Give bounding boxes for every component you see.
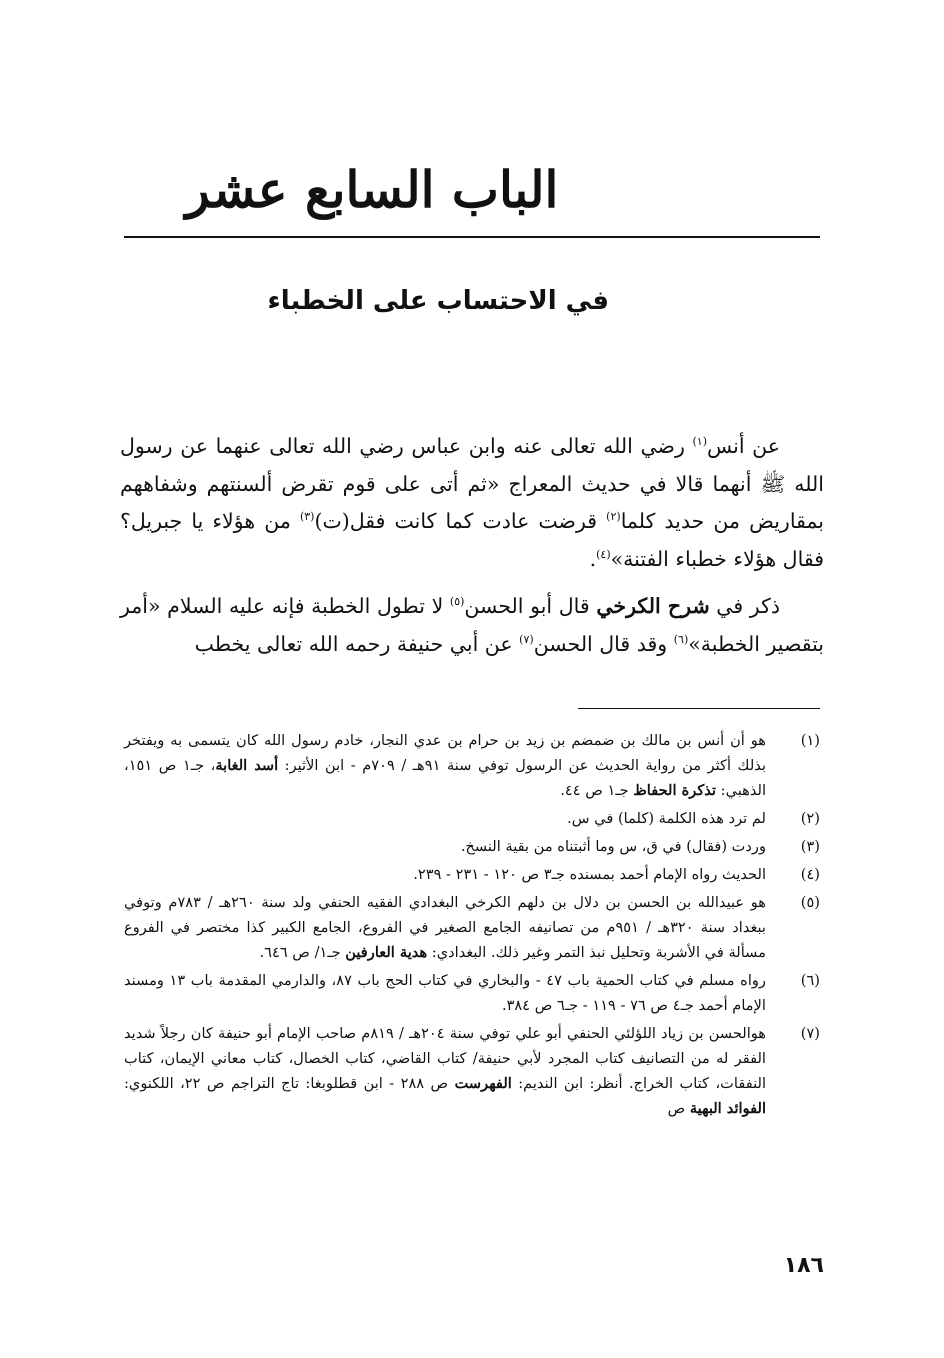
page-number: ١٨٦: [783, 1253, 824, 1278]
footnote-text: [124, 728, 766, 803]
footnote-7-text-c: ص: [667, 1100, 690, 1117]
main-text: [120, 428, 824, 663]
footnote-ref-3: (٣): [299, 510, 315, 524]
footnote-number: (٢): [800, 810, 820, 827]
footnote-text: [124, 1021, 766, 1121]
paragraph-2-text-d: وقد قال الحسن: [533, 631, 674, 656]
paragraph-1-text-c: قرضت عادت كما كانت فقل(ت): [314, 509, 607, 533]
footnote-ref-6: (٦): [673, 632, 689, 646]
footnote-5-source-a: هدية العارفين: [345, 944, 428, 961]
footnote-ref-5: (٥): [449, 595, 465, 609]
footnote-number: (٣): [800, 838, 820, 855]
chapter-subtitle: في الاحتساب على الخطباء: [267, 286, 609, 316]
paragraph-2-text-a: ذكر في: [709, 594, 780, 618]
chapter-title: الباب السابع عشر: [185, 160, 559, 219]
footnote-1-text-c: جـ١ ص ٤٤.: [560, 782, 634, 799]
footnote-number: (٦): [800, 972, 820, 989]
footnote-1-source-b: تذكرة الحفاظ: [633, 782, 717, 799]
footnote-divider: [578, 708, 820, 709]
footnote-number: (٤): [800, 866, 820, 883]
footnote-text: رواه مسلم في كتاب الحمية باب ٤٧ - والبخاري في كتاب الحج باب ٨٧، والدارمي المقدمة باب ١٣ ومسند الإمام أحمد جـ٤ ص ٧٦ - ١١٩ - جـ٦ ص ٣٨٤.: [124, 972, 766, 1014]
footnote-number: (١): [800, 732, 820, 749]
footnote-ref-4: (٤): [596, 547, 611, 561]
footnote-1-source-a: أسد الغابة: [215, 757, 279, 774]
footnote-6: [124, 968, 824, 1018]
footnote-ref-2: (٢): [606, 510, 621, 524]
footnote-1-text-a: هو أن أنس بن مالك بن ضمضم بن زيد بن حرام بن عدي النجار، خادم رسول الله كان يتسمى به ويفتخر بذلك أكثر من رواية الحديث عن الرسول توفي سنة ٩١هـ / ٧٠٩م - ابن الأثير:: [124, 732, 767, 774]
footnote-2: [124, 806, 824, 831]
footnote-ref-1: (١): [692, 435, 707, 449]
footnote-5-text-b: جـ١/ ص ٦٤٦.: [259, 944, 346, 961]
paragraph-1-text-a: عن أنس: [707, 434, 781, 458]
footnote-ref-7: (٧): [519, 632, 534, 646]
paragraph-2: [120, 588, 824, 663]
paragraph-1: [120, 428, 824, 578]
paragraph-1-text-e: .: [589, 546, 597, 571]
paragraph-1-text-d: من هؤلاء يا جبريل؟ فقال هؤلاء خطباء الفتنة»: [120, 509, 824, 571]
title-divider: [124, 236, 820, 238]
footnote-7-source-b: الفوائد البهية: [689, 1100, 766, 1117]
footnote-5: [124, 890, 824, 965]
footnote-text: لم ترد هذه الكلمة (كلما) في س.: [567, 810, 766, 827]
footnote-text: الحديث رواه الإمام أحمد بمسنده جـ٣ ص ١٢٠ - ٢٣١ - ٢٣٩.: [413, 866, 766, 883]
footnote-text: وردت (فقال) في ق، س وما أثبتناه من بقية النسخ.: [460, 838, 766, 855]
footnote-5-text-a: هو عبيدالله بن الحسن بن دلال بن دلهم الكرخي البغدادي الفقيه الحنفي ولد سنة ٢٦٠هـ / ٧٨٣م وتوفي ببغداد سنة ٣٢٠هـ / ٩٥١م من تصانيفه الجامع الصغير في الفروع، الجامع الكبير كذا مختصر في الفروع مسألة في الأشربة وتحليل نبذ التمر وغير ذلك. البغدادي:: [124, 894, 766, 961]
footnote-text: [124, 890, 766, 965]
footnote-7-text-a: هوالحسن بن زياد اللؤلئي الحنفي أبو علي توفي سنة ٢٠٤هـ / ٨١٩م صاحب الإمام أبو حنيفة كان رجلاً شديد الفقر له من التصانيف كتاب المجرد لأبي حنيفة/ كتاب القاضي، كتاب الخصال، كتاب معاني الإيمان، كتاب النفقات، كتاب الخراج. أنظر: ابن النديم:: [124, 1025, 767, 1092]
footnote-7-text-b: ص ٢٨٨ - ابن قطلوبغا: تاج التراجم ص ٢٢، اللكنوي:: [124, 1075, 455, 1092]
footnote-4: [124, 862, 824, 887]
paragraph-1-text-b: رضي الله تعالى عنه وابن عباس رضي الله تعالى عنهما عن رسول الله ﷺ أنهما قالا في حديث المعراج «ثم أتى على قوم تقرض ألسنتهم وشفاههم بمقاريض من حديد كلما: [120, 434, 824, 533]
paragraph-2-text-c: لا تطول الخطبة فإنه عليه السلام «أمر بتقصير الخطبة»: [120, 594, 824, 656]
footnote-3: [124, 834, 824, 859]
paragraph-2-book-title: شرح الكرخي: [596, 594, 710, 618]
footnote-1: [124, 728, 824, 803]
footnote-7: [124, 1021, 824, 1121]
footnote-1-text-b: ، جـ١ ص ١٥١، الذهبي:: [124, 757, 766, 799]
footnote-number: (٧): [800, 1025, 820, 1042]
footnote-number: (٥): [800, 894, 820, 911]
paragraph-2-text-e: عن أبي حنيفة رحمه الله تعالى يخطب: [194, 631, 520, 656]
footnote-7-source-a: الفهرست: [454, 1075, 512, 1092]
paragraph-2-text-b: قال أبو الحسن: [464, 594, 597, 618]
footnotes: [124, 728, 824, 1124]
